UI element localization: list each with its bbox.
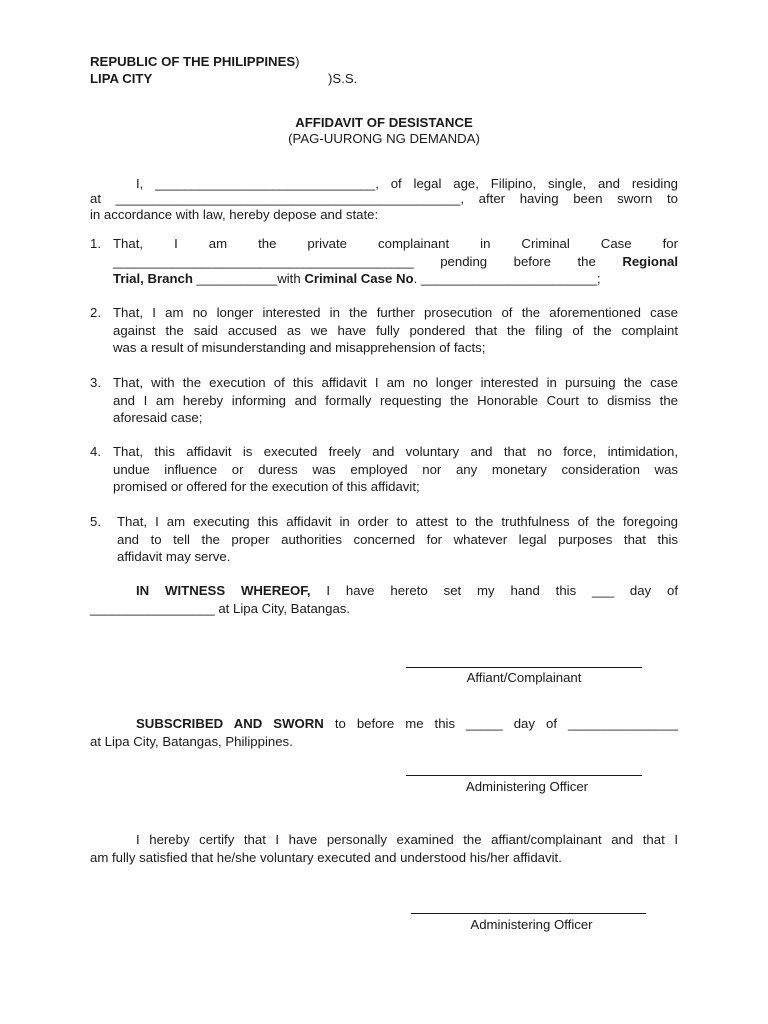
- item-number: 3.: [90, 375, 101, 390]
- ss-text: )S.S.: [328, 71, 358, 86]
- item-5-line-1: That, I am executing this affidavit in order to attest to the truthfulness of the foregoing: [117, 514, 678, 529]
- document-subtitle: (PAG-UURONG NG DEMANDA): [288, 131, 480, 146]
- item-2-line-3: was a result of misunderstanding and misapprehension of facts;: [113, 340, 486, 355]
- officer-signature-line-2: [411, 913, 646, 914]
- item-number: 1.: [90, 236, 101, 251]
- intro-line-3: in accordance with law, hereby depose and state:: [90, 207, 379, 222]
- item-3-line-1: That, with the execution of this affidavit I am no longer interested in pursuing the case: [113, 375, 678, 390]
- item-3-line-3: aforesaid case;: [113, 410, 203, 425]
- subscribed-line-2: at Lipa City, Batangas, Philippines.: [90, 734, 293, 749]
- officer-signature-label-1: Administering Officer: [465, 779, 589, 794]
- affiant-signature-label: Affiant/Complainant: [466, 670, 582, 685]
- item-5-line-2: and to tell the proper authorities concerned for whatever legal purposes that this: [117, 531, 678, 547]
- item-4-line-1: That, this affidavit is executed freely and voluntary and that no force, intimidation,: [113, 444, 678, 459]
- item-2-line-2: against the said accused as we have fully pondered that the filing of the complaint: [113, 322, 678, 338]
- officer-signature-line-1: [406, 775, 642, 776]
- item-3-line-2: and I am hereby informing and formally requesting the Honorable Court to dismiss the: [113, 392, 678, 408]
- document-title: AFFIDAVIT OF DESISTANCE: [295, 115, 473, 130]
- item-number: 5.: [90, 514, 101, 529]
- witness-line-1: IN WITNESS WHEREOF, I have hereto set my hand this ___ day of: [136, 583, 678, 598]
- item-4-line-2: undue influence or duress was employed nor any monetary consideration was: [113, 461, 678, 477]
- affiant-signature-line: [406, 667, 642, 668]
- intro-line-2: at _______________________________________________, after having been sworn to: [90, 191, 678, 206]
- republic-paren: ): [295, 54, 300, 69]
- item-number: 4.: [90, 444, 101, 459]
- item-number: 2.: [90, 305, 101, 320]
- city-text: LIPA CITY: [90, 71, 153, 86]
- officer-signature-label-2: Administering Officer: [470, 917, 593, 932]
- certify-line-2: am fully satisfied that he/she voluntary executed and understood his/her affidavit.: [90, 850, 562, 865]
- item-4-line-3: promised or offered for the execution of this affidavit;: [113, 479, 420, 494]
- city-header: [90, 70, 678, 88]
- intro-line-1: I, ______________________________, of legal age, Filipino, single, and residing: [136, 176, 678, 191]
- certify-line-1: I hereby certify that I have personally examined the affiant/complainant and that I: [136, 832, 678, 847]
- subscribed-line-1: SUBSCRIBED AND SWORN to before me this _____ day of _______________: [136, 716, 678, 731]
- republic-header: [90, 53, 678, 71]
- item-1-line-3: Trial, Branch ___________with Criminal Case No. ________________________;: [113, 271, 601, 286]
- item-5-line-3: affidavit may serve.: [117, 549, 231, 564]
- republic-text: REPUBLIC OF THE PHILIPPINES: [90, 54, 296, 69]
- item-1-line-2: _________________________________________ pending before the Regional: [113, 253, 678, 269]
- witness-line-2: _________________ at Lipa City, Batangas.: [90, 601, 351, 616]
- item-1-line-1: That, I am the private complainant in Criminal Case for: [113, 236, 678, 251]
- item-2-line-1: That, I am no longer interested in the further prosecution of the aforementioned case: [113, 305, 678, 320]
